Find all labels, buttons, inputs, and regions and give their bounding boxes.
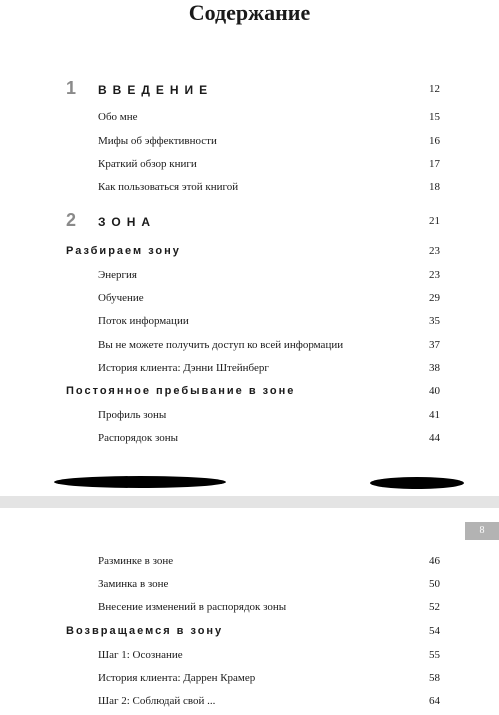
toc-item: [0, 555, 499, 575]
toc-item-label: Вы не можете получить доступ ко всей информации: [98, 339, 344, 351]
toc-item-label: Обо мне: [98, 111, 138, 123]
toc-item: [0, 695, 499, 715]
page-number: 12: [429, 83, 440, 95]
toc-item: [0, 111, 499, 131]
toc-item-label: Шаг 2: Соблюдай свой ...: [98, 695, 216, 707]
page-number: 52: [429, 601, 440, 613]
page-number: 18: [429, 181, 440, 193]
toc-item: [0, 181, 499, 201]
toc-item: [0, 649, 499, 669]
toc-item-label: Внесение изменений в распорядок зоны: [98, 601, 287, 613]
toc-item: [0, 339, 499, 359]
toc-item-label: История клиента: Даррен Крамер: [98, 672, 256, 684]
redaction-mark-right: [370, 477, 464, 489]
toc-item: [0, 362, 499, 382]
toc-item: [0, 409, 499, 429]
page-number-tab: 8: [465, 522, 499, 540]
chapter-title: ВВЕДЕНИЕ: [98, 83, 214, 97]
chapter-1-row: [0, 78, 499, 103]
toc-item-label: Мифы об эффективности: [98, 135, 217, 147]
chapter-2-row: [0, 210, 499, 235]
page-number: 41: [429, 409, 440, 421]
page-number: 17: [429, 158, 440, 170]
page-number: 55: [429, 649, 440, 661]
redaction-mark-left: [54, 476, 226, 488]
toc-item-label: Краткий обзор книги: [98, 158, 197, 170]
toc-item-label: Поток информации: [98, 315, 189, 327]
toc-item: [0, 432, 499, 452]
toc-item: [0, 578, 499, 598]
section-row: [0, 625, 499, 645]
toc-item-label: История клиента: Дэнни Штейнберг: [98, 362, 269, 374]
section-row: [0, 245, 499, 265]
toc-item-label: Обучение: [98, 292, 144, 304]
page-number: 37: [429, 339, 440, 351]
page-number: 58: [429, 672, 440, 684]
section-title: Разбираем зону: [66, 245, 181, 257]
page-number: 15: [429, 111, 440, 123]
toc-item-label: Энергия: [98, 269, 137, 281]
toc-item: [0, 158, 499, 178]
page-number: 16: [429, 135, 440, 147]
page-number: 46: [429, 555, 440, 567]
toc-item-label: Шаг 1: Осознание: [98, 649, 183, 661]
page-number: 38: [429, 362, 440, 374]
section-row: [0, 385, 499, 405]
toc-item-label: Как пользоваться этой книгой: [98, 181, 239, 193]
page-number: 35: [429, 315, 440, 327]
page-number: 23: [429, 269, 440, 281]
chapter-number: 1: [66, 78, 77, 98]
toc-item: [0, 135, 499, 155]
section-title: Постоянное пребывание в зоне: [66, 385, 296, 397]
toc-item: [0, 315, 499, 335]
page-number: 29: [429, 292, 440, 304]
toc-item-label: Распорядок зоны: [98, 432, 179, 444]
section-title: Возвращаемся в зону: [66, 625, 224, 637]
page-number: 21: [429, 215, 440, 227]
toc-item-label: Заминка в зоне: [98, 578, 169, 590]
page-number: 50: [429, 578, 440, 590]
page-number: 44: [429, 432, 440, 444]
toc-item: [0, 601, 499, 621]
toc-item: [0, 269, 499, 289]
toc-item: [0, 672, 499, 692]
chapter-number: 2: [66, 210, 77, 230]
page-number: 64: [429, 695, 440, 707]
page-number: 40: [429, 385, 440, 397]
page-number: 54: [429, 625, 440, 637]
page-title: Содержание: [188, 0, 311, 25]
chapter-title: ЗОНА: [98, 215, 157, 229]
page-number: 23: [429, 245, 440, 257]
toc-page-bottom: [0, 508, 499, 707]
toc-item-label: Профиль зоны: [98, 409, 167, 421]
toc-item-label: Разминке в зоне: [98, 555, 174, 567]
toc-item: [0, 292, 499, 312]
page-separator: [0, 496, 499, 508]
